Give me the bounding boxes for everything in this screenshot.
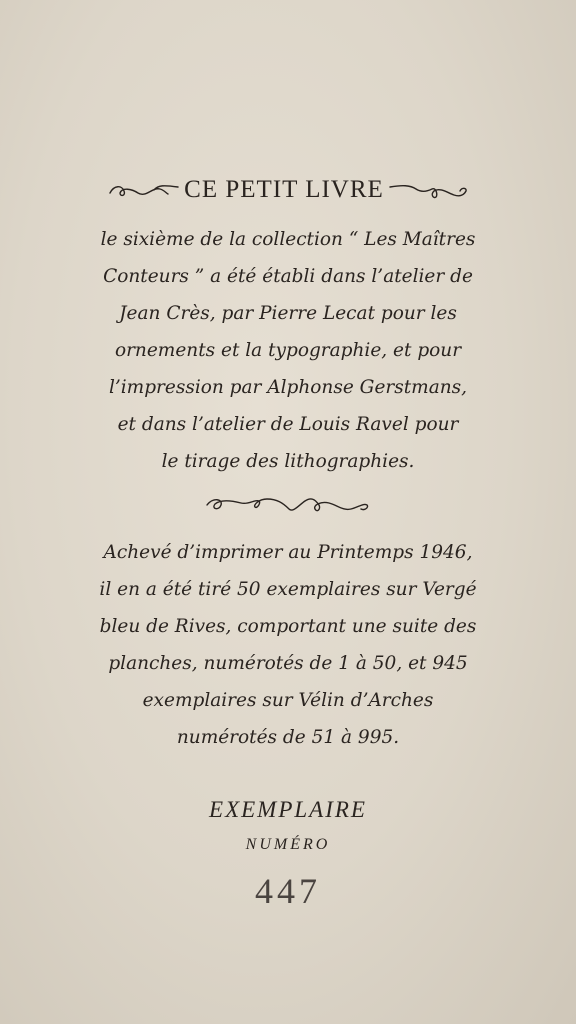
colophon-line: le sixième de la collection “ Les Maîtres <box>100 229 476 250</box>
colophon-line: ornements et la typographie, et pour <box>114 340 462 361</box>
colophon-line: Conteurs ” a été établi dans l’atelier de <box>103 266 473 287</box>
exemplaire-label: EXEMPLAIRE <box>209 797 367 822</box>
colophon-paragraph <box>40 221 536 480</box>
printing-line: exemplaires sur Vélin d’Arches <box>142 690 434 711</box>
printing-line: numérotés de 51 à 995. <box>176 727 400 748</box>
heading-line <box>0 176 576 204</box>
swash-flourish-left <box>108 179 180 201</box>
numero-label: NUMÉRO <box>245 836 331 853</box>
printing-paragraph <box>40 534 536 756</box>
page-heading: CE PETIT LIVRE <box>184 176 384 203</box>
colophon-line: Jean Crès, par Pierre Lecat pour les <box>119 303 457 324</box>
printing-line: planches, numérotés de 1 à 50, et 945 <box>108 653 468 674</box>
colophon-line: le tirage des lithographies. <box>161 451 415 472</box>
copy-number: 447 <box>255 871 321 911</box>
colophon-line: l’impression par Alphonse Gerstmans, <box>108 377 468 398</box>
printing-line: Achevé d’imprimer au Printemps 1946, <box>103 542 473 563</box>
printing-line: bleu de Rives, comportant une suite des <box>99 616 477 637</box>
ornament-divider <box>0 493 576 519</box>
swash-flourish-right <box>388 179 468 201</box>
printing-line: il en a été tiré 50 exemplaires sur Vergé <box>99 579 477 600</box>
colophon-line: et dans l’atelier de Louis Ravel pour <box>117 414 459 435</box>
swash-divider <box>203 493 373 519</box>
